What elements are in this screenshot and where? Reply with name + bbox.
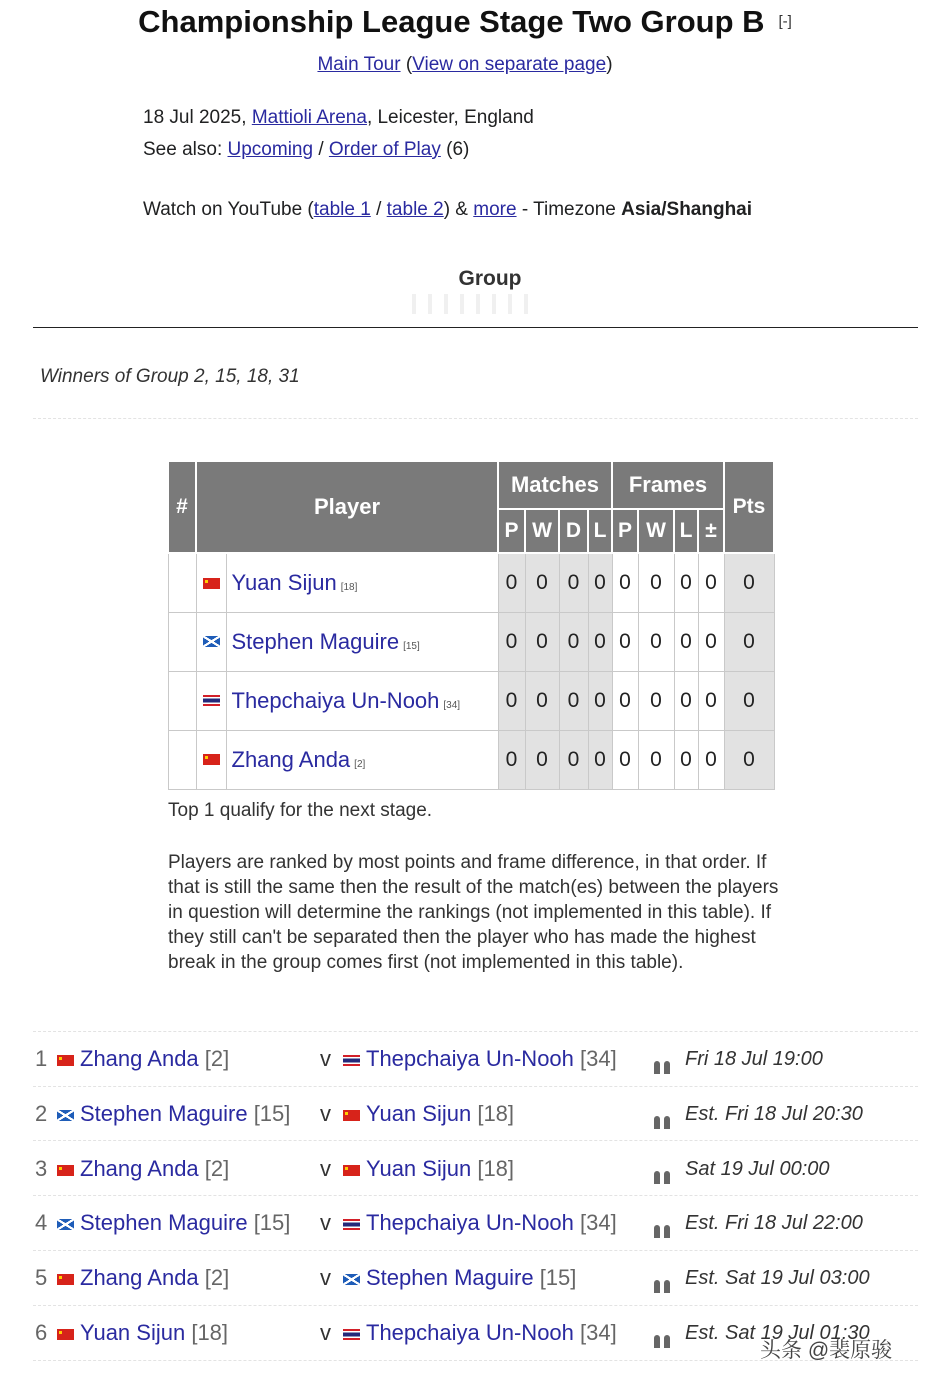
player-cell	[226, 612, 498, 671]
scotland-flag-icon	[343, 1274, 360, 1285]
event-date: 18 Jul 2025,	[143, 107, 247, 128]
event-location: , Leicester, England	[366, 107, 534, 128]
frames-played: 0	[612, 553, 638, 612]
frames-won: 0	[638, 671, 674, 730]
china-flag-icon	[203, 754, 220, 765]
player-cell	[226, 671, 498, 730]
divider-dotted	[33, 1195, 918, 1196]
timezone-value: Asia/Shanghai	[621, 199, 753, 220]
divider-dotted	[33, 1305, 918, 1306]
player2-seed: [34]	[580, 1046, 617, 1071]
frame-diff: 0	[698, 671, 724, 730]
versus: v	[320, 1320, 331, 1345]
header-frames-played: P	[612, 509, 638, 553]
slash-separator-2: /	[376, 199, 382, 220]
points: 0	[724, 671, 774, 730]
matches-played: 0	[498, 553, 525, 612]
header-frame-diff: ±	[698, 509, 724, 553]
match-row	[33, 1255, 918, 1307]
rank-cell	[168, 553, 196, 612]
match-player2	[343, 1320, 617, 1346]
paren-open: (	[405, 54, 413, 75]
match-time: Est. Fri 18 Jul 22:00	[685, 1212, 863, 1234]
match-player1	[57, 1046, 229, 1072]
frames-played: 0	[612, 730, 638, 789]
page-title	[0, 4, 930, 40]
match-player1	[57, 1156, 229, 1182]
header-frames: Frames	[612, 461, 724, 509]
frames-lost: 0	[674, 730, 698, 789]
match-row	[33, 1091, 918, 1143]
matches-lost: 0	[588, 553, 612, 612]
player1-seed: [15]	[253, 1210, 291, 1235]
view-separate-link[interactable]: View on separate page	[412, 54, 607, 75]
match-number: 2	[35, 1101, 48, 1126]
header-pts: Pts	[724, 461, 774, 553]
group-heading: Group	[458, 267, 522, 290]
player2-link[interactable]: Yuan Sijun	[366, 1101, 472, 1126]
player-seed: [2]	[354, 758, 366, 770]
player-cell	[226, 553, 498, 612]
matches-lost: 0	[588, 671, 612, 730]
rank-cell	[168, 671, 196, 730]
versus: v	[320, 1265, 331, 1290]
matches-drawn: 0	[559, 612, 588, 671]
frames-lost: 0	[674, 553, 698, 612]
matches-won: 0	[525, 612, 559, 671]
match-number: 5	[35, 1265, 48, 1290]
divider-dotted	[33, 418, 918, 419]
china-flag-icon	[57, 1274, 74, 1285]
frames-lost: 0	[674, 612, 698, 671]
flag-cell	[196, 553, 226, 612]
collapse-toggle[interactable]: [-]	[778, 13, 792, 30]
player1-link[interactable]: Zhang Anda	[80, 1156, 199, 1181]
head-to-head-icon[interactable]	[653, 1054, 671, 1080]
matches-played: 0	[498, 730, 525, 789]
player1-link[interactable]: Yuan Sijun	[80, 1320, 186, 1345]
matches-won: 0	[525, 730, 559, 789]
china-flag-icon	[57, 1329, 74, 1340]
see-also-label: See also:	[143, 139, 223, 160]
player2-seed: [34]	[580, 1210, 617, 1235]
frames-won: 0	[638, 730, 674, 789]
header-matches-played: P	[498, 509, 525, 553]
player-seed: [18]	[340, 581, 358, 593]
header-frames-lost: L	[674, 509, 698, 553]
event-info	[143, 107, 534, 129]
versus: v	[320, 1046, 331, 1071]
matches-lost: 0	[588, 612, 612, 671]
match-time: Fri 18 Jul 19:00	[685, 1048, 823, 1070]
player1-link[interactable]: Stephen Maguire	[80, 1101, 248, 1126]
match-player1	[57, 1320, 228, 1346]
match-player2	[343, 1046, 617, 1072]
matches-drawn: 0	[559, 730, 588, 789]
head-to-head-icon[interactable]	[653, 1328, 671, 1354]
matches-played: 0	[498, 671, 525, 730]
standings-row	[168, 730, 774, 789]
player1-seed: [15]	[253, 1101, 291, 1126]
ranking-note: Players are ranked by most points and frame difference, in that order. If that is still the same then the result of the match(es) between the players in question will determine the rankings (not implemented in this table). If they still can't be separated then the player who has made the highest break in the group comes first (not implemented in this table).	[168, 852, 779, 973]
matches-won: 0	[525, 671, 559, 730]
player2-seed: [34]	[580, 1320, 617, 1345]
thailand-flag-icon	[203, 695, 220, 706]
frame-diff: 0	[698, 612, 724, 671]
header-matches-drawn: D	[559, 509, 588, 553]
order-count: (6)	[446, 139, 470, 160]
flag-cell	[196, 612, 226, 671]
player2-link[interactable]: Thepchaiya Un-Nooh	[366, 1046, 574, 1071]
youtube-table1-link[interactable]: table 1	[313, 199, 371, 220]
match-player2	[343, 1210, 617, 1236]
timezone-prefix: - Timezone	[521, 199, 616, 220]
player1-link[interactable]: Zhang Anda	[80, 1265, 199, 1290]
match-number: 6	[35, 1320, 48, 1345]
frames-lost: 0	[674, 671, 698, 730]
match-row	[33, 1200, 918, 1252]
rank-cell	[168, 612, 196, 671]
see-also	[143, 139, 469, 161]
player-link[interactable]: Zhang Anda	[231, 746, 351, 772]
match-player1	[57, 1101, 290, 1127]
divider-dotted	[33, 1250, 918, 1251]
scotland-flag-icon	[57, 1219, 74, 1230]
matches-lost: 0	[588, 730, 612, 789]
frames-won: 0	[638, 553, 674, 612]
paren-close: )	[606, 54, 613, 75]
slash-separator: /	[318, 139, 324, 160]
player2-link[interactable]: Thepchaiya Un-Nooh	[366, 1210, 574, 1235]
venue-link[interactable]: Mattioli Arena	[251, 107, 367, 128]
title-text: Championship League Stage Two Group B	[138, 4, 765, 39]
versus: v	[320, 1156, 331, 1181]
rank-cell	[168, 730, 196, 789]
player-link[interactable]: Thepchaiya Un-Nooh	[231, 687, 440, 713]
player-seed: [34]	[443, 699, 461, 711]
player1-link[interactable]: Zhang Anda	[80, 1046, 199, 1071]
standings-row	[168, 671, 774, 730]
points: 0	[724, 553, 774, 612]
head-to-head-icon[interactable]	[653, 1218, 671, 1244]
match-player1	[57, 1265, 229, 1291]
match-time: Est. Fri 18 Jul 20:30	[685, 1103, 863, 1125]
frames-won: 0	[638, 612, 674, 671]
match-time: Est. Sat 19 Jul 01:30	[685, 1322, 870, 1344]
frame-diff: 0	[698, 553, 724, 612]
china-flag-icon	[57, 1165, 74, 1176]
upcoming-link[interactable]: Upcoming	[227, 139, 314, 160]
header-player: Player	[196, 461, 498, 553]
player2-seed: [18]	[477, 1101, 515, 1126]
player1-seed: [2]	[204, 1265, 230, 1290]
tour-links	[0, 54, 930, 76]
points: 0	[724, 612, 774, 671]
match-time: Sat 19 Jul 00:00	[685, 1158, 830, 1180]
standings-row	[168, 553, 774, 612]
watch-prefix: Watch on YouTube (	[143, 199, 314, 220]
header-matches-lost: L	[588, 509, 612, 553]
order-of-play-link[interactable]: Order of Play	[328, 139, 441, 160]
player-link[interactable]: Yuan Sijun	[231, 569, 337, 595]
player-seed: [15]	[403, 640, 420, 652]
scotland-flag-icon	[57, 1110, 74, 1121]
watch-line	[143, 199, 752, 221]
matches-played: 0	[498, 612, 525, 671]
scotland-flag-icon	[203, 636, 220, 647]
match-number: 4	[35, 1210, 48, 1235]
divider-dotted	[33, 1140, 918, 1141]
divider-dotted	[33, 1031, 918, 1032]
standings-table	[167, 460, 775, 790]
player1-seed: [18]	[191, 1320, 229, 1345]
youtube-table2-link[interactable]: table 2	[386, 199, 444, 220]
flag-cell	[196, 671, 226, 730]
china-flag-icon	[57, 1055, 74, 1066]
header-rank: #	[168, 461, 196, 553]
divider	[33, 327, 918, 328]
player-link[interactable]: Stephen Maguire	[231, 628, 400, 654]
qualify-note: Top 1 qualify for the next stage.	[168, 800, 433, 821]
china-flag-icon	[343, 1110, 360, 1121]
winners-note: Winners of Group 2, 15, 18, 31	[40, 366, 300, 387]
frames-played: 0	[612, 612, 638, 671]
more-link[interactable]: more	[473, 199, 517, 220]
group-tabs-blurred	[412, 294, 532, 314]
frame-diff: 0	[698, 730, 724, 789]
thailand-flag-icon	[343, 1055, 360, 1066]
watermark: 头条 @裴原骏	[760, 1339, 893, 1362]
player2-link[interactable]: Yuan Sijun	[366, 1156, 472, 1181]
head-to-head-icon[interactable]	[653, 1164, 671, 1190]
head-to-head-icon[interactable]	[653, 1273, 671, 1299]
matches-drawn: 0	[559, 553, 588, 612]
points: 0	[724, 730, 774, 789]
match-player1	[57, 1210, 290, 1236]
match-player2	[343, 1265, 576, 1291]
standings-body	[168, 553, 774, 789]
versus: v	[320, 1210, 331, 1235]
player-cell	[226, 730, 498, 789]
china-flag-icon	[343, 1165, 360, 1176]
frames-played: 0	[612, 671, 638, 730]
player2-seed: [18]	[477, 1156, 515, 1181]
player2-link[interactable]: Thepchaiya Un-Nooh	[366, 1320, 574, 1345]
standings-row	[168, 612, 774, 671]
versus: v	[320, 1101, 331, 1126]
match-row	[33, 1036, 918, 1088]
thailand-flag-icon	[343, 1219, 360, 1230]
match-row	[33, 1146, 918, 1198]
amp-separator: ) &	[443, 199, 468, 220]
match-number: 1	[35, 1046, 48, 1071]
flag-cell	[196, 730, 226, 789]
divider-dotted	[33, 1086, 918, 1087]
thailand-flag-icon	[343, 1329, 360, 1340]
match-number: 3	[35, 1156, 48, 1181]
china-flag-icon	[203, 578, 220, 589]
match-player2	[343, 1101, 514, 1127]
player2-seed: [15]	[539, 1265, 577, 1290]
match-player2	[343, 1156, 514, 1182]
header-matches: Matches	[498, 461, 612, 509]
matches-won: 0	[525, 553, 559, 612]
player2-link[interactable]: Stephen Maguire	[366, 1265, 534, 1290]
match-time: Est. Sat 19 Jul 03:00	[685, 1267, 870, 1289]
header-frames-won: W	[638, 509, 674, 553]
player1-seed: [2]	[204, 1156, 230, 1181]
main-tour-link[interactable]: Main Tour	[317, 54, 401, 75]
head-to-head-icon[interactable]	[653, 1109, 671, 1135]
matches-drawn: 0	[559, 671, 588, 730]
header-matches-won: W	[525, 509, 559, 553]
player1-link[interactable]: Stephen Maguire	[80, 1210, 248, 1235]
player1-seed: [2]	[204, 1046, 230, 1071]
